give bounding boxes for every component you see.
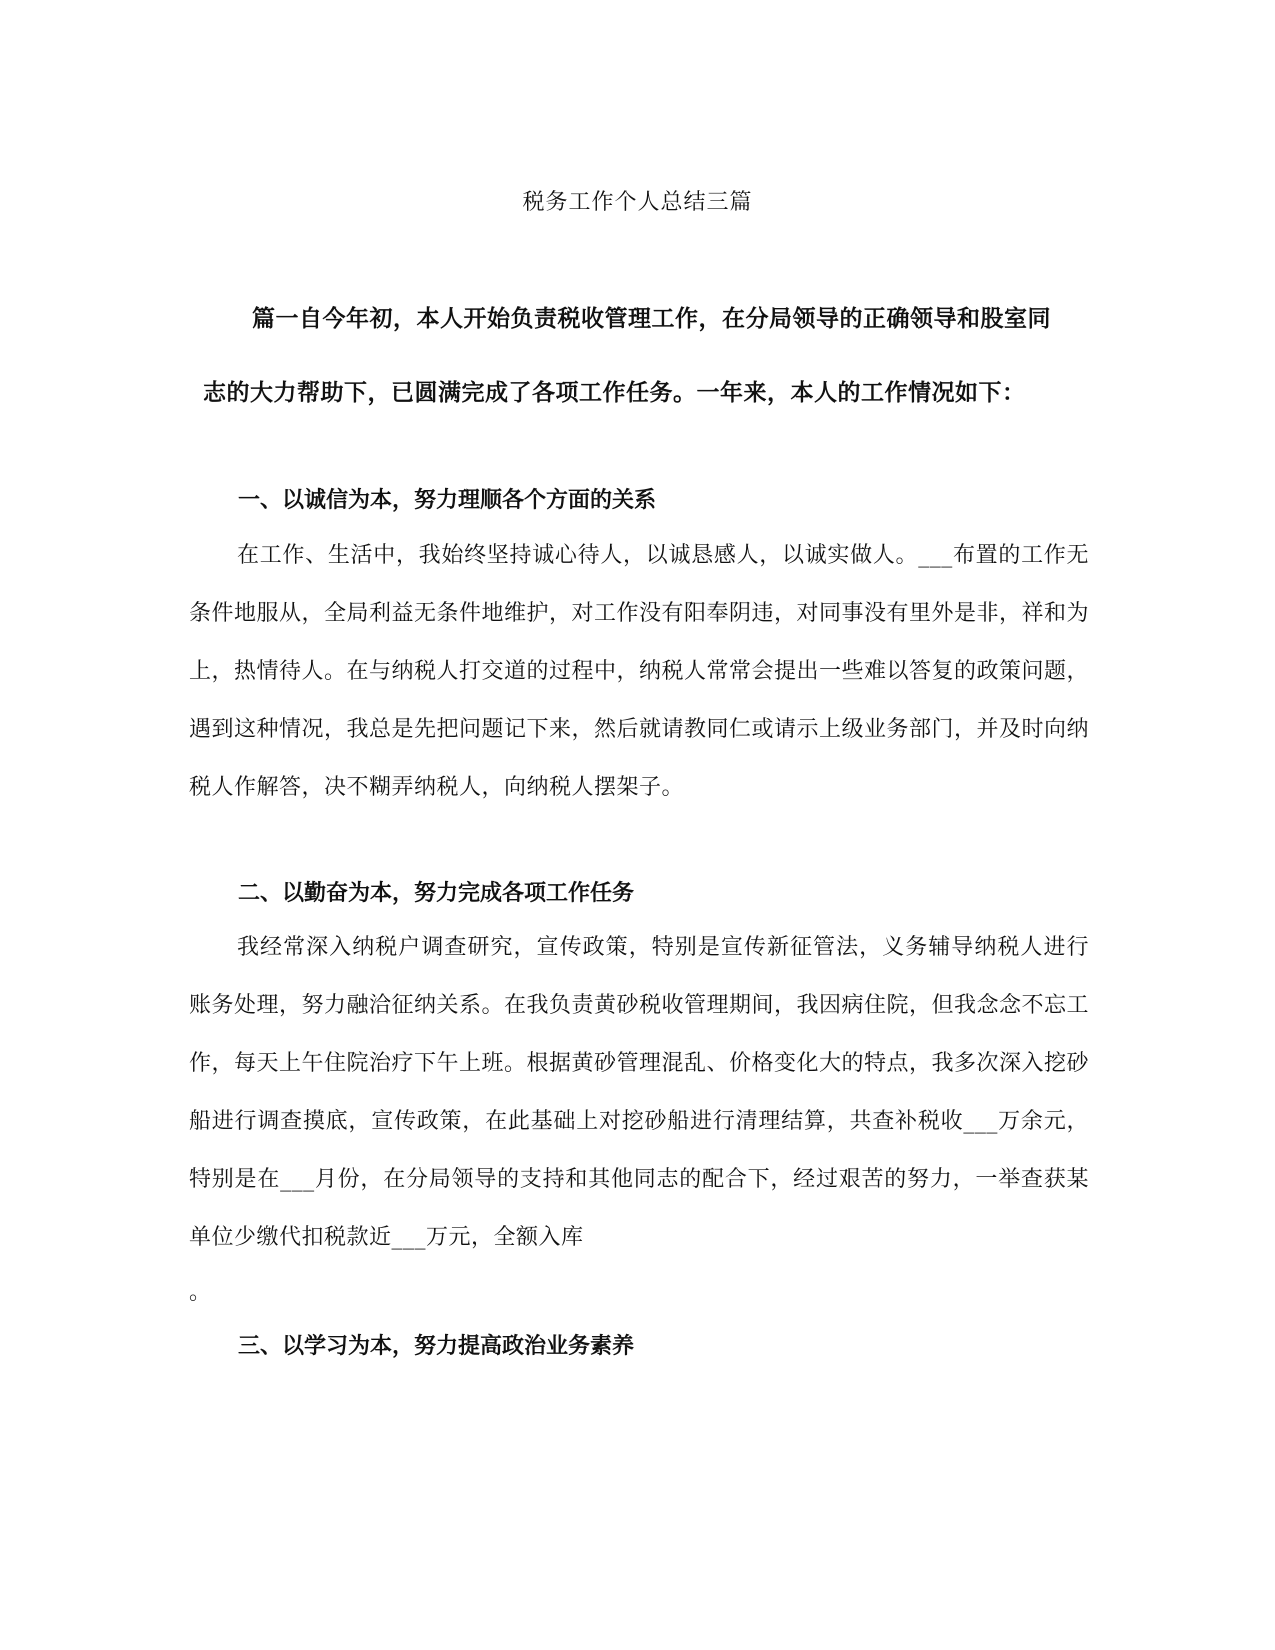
section-body-2-trailing-mark: 。 xyxy=(189,1280,212,1305)
document-title: 税务工作个人总结三篇 xyxy=(522,190,753,215)
section-heading-1: 一、以诚信为本，努力理顺各个方面的关系 xyxy=(238,487,657,513)
section-body-2: 我经常深入纳税户调查研究，宣传政策，特别是宣传新征管法，义务辅导纳税人进行账务处理，努力融洽征纳关系。在我负责黄砂税收管理期间，我因病住院，但我念念不忘工作，每天上午住院治疗下午上班。根据黄砂管理混乱、价格变化大的特点，我多次深入挖砂船进行调查摸底，宣传政策，在此基础上对挖砂船进行清理结算，共查补税收___万余元，特别是在___月份，在分局领导的支持和其他同志的配合下，经过艰苦的努力，一举查获某单位少缴代扣税款近___万元，全额入库 xyxy=(189,935,1090,1250)
intro-paragraph: 篇一自今年初，本人开始负责税收管理工作，在分局领导的正确领导和股室同志的大力帮助下，已圆满完成了各项工作任务。一年来，本人的工作情况如下： xyxy=(203,305,1051,406)
section-body-1: 在工作、生活中，我始终坚持诚心待人，以诚恳感人，以诚实做人。___布置的工作无条件地服从，全局利益无条件地维护，对工作没有阳奉阴违，对同事没有里外是非，祥和为上，热情待人。在与纳税人打交道的过程中，纳税人常常会提出一些难以答复的政策问题，遇到这种情况，我总是先把问题记下来，然后就请教同仁或请示上级业务部门，并及时向纳税人作解答，决不糊弄纳税人，向纳税人摆架子。 xyxy=(189,543,1090,800)
section-heading-3: 三、以学习为本，努力提高政治业务素养 xyxy=(238,1333,635,1359)
section-heading-2: 二、以勤奋为本，努力完成各项工作任务 xyxy=(238,880,635,906)
